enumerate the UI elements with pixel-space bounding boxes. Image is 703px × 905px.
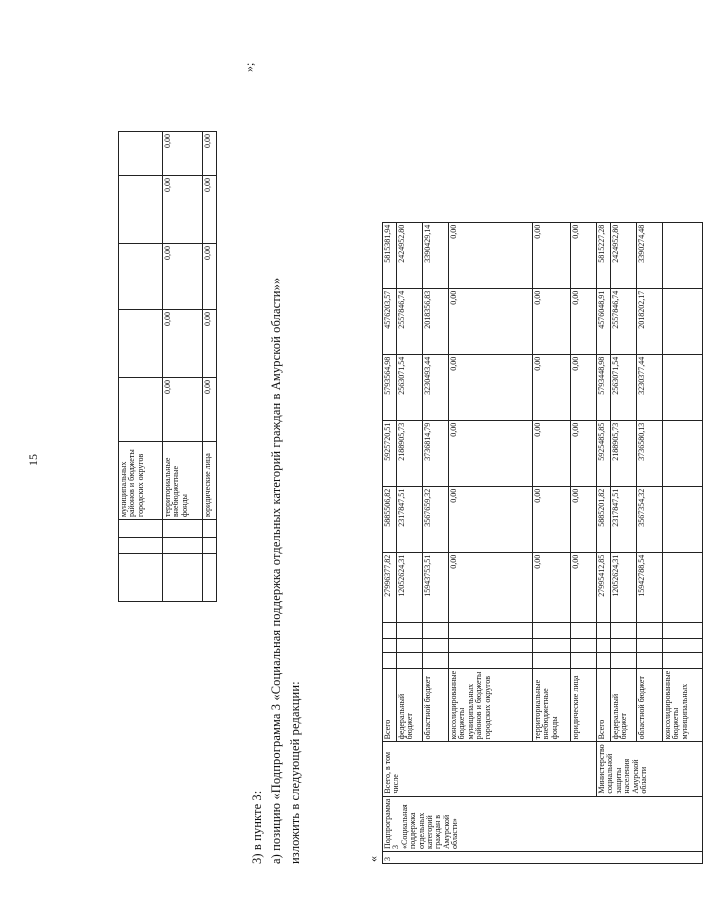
- paragraph-line-1: 3) в пункте 3:: [250, 790, 264, 864]
- quote-open: «: [366, 856, 380, 862]
- row-label: областной бюджет: [423, 668, 449, 742]
- table-row: территориальные внебюджетные фонды 0,00 0,00 0,00 0,00 0,00 0,00: [533, 222, 571, 863]
- paragraph-line-2: а) позицию «Подпрограмма 3 «Социальная поддержка отдельных категорий граждан в Амурской области»»: [269, 277, 283, 864]
- budget-table-main: [382, 222, 703, 864]
- row-label: муниципальных районов и бюджеты городских округов: [119, 442, 163, 520]
- table-row: территориальные внебюджетные фонды 0,00 0,00 0,00 0,00 0,00: [163, 132, 203, 602]
- row-label: Всего: [597, 668, 611, 742]
- table-row: областной бюджет 15942788,54 3567354,32 3736580,13 3230377,44 2018202,17 3390274,48: [637, 222, 663, 863]
- row-label: территориальные внебюджетные фонды: [163, 442, 203, 520]
- rotated-page: [20, 12, 689, 892]
- table-row: консолидированные бюджеты муниципальных районов и бюджеты городских округов 0,00 0,00 0,00 0,00 0,00 0,00: [449, 222, 533, 863]
- executor-all: Всего, в том числе: [383, 742, 597, 796]
- subprogram-name: Подпрограмма 3 «Социальная поддержка отдельных категорий граждан в Амурской области»: [383, 796, 703, 851]
- paragraph-line-3: изложить в следующей редакции:: [288, 681, 302, 864]
- empty-cell: [119, 554, 163, 602]
- row-label: областной бюджет: [637, 668, 663, 742]
- budget-table-top: [118, 131, 217, 602]
- table-row: юридические лица 0,00 0,00 0,00 0,00 0,00: [203, 132, 217, 602]
- row-label: консолидированные бюджеты муниципальных районов и бюджеты городских округов: [449, 668, 533, 742]
- row-label: юридические лица: [571, 668, 597, 742]
- row-label: федеральный бюджет: [397, 668, 423, 742]
- table-row: федеральный бюджет 12052624,31 2317847,51 2188905,73 2563071,54 2557846,74 2424952,80: [611, 222, 637, 863]
- row-label: территориальные внебюджетные фонды: [533, 668, 571, 742]
- row-label: консолидированные бюджеты муниципальных: [663, 668, 703, 742]
- table-row: юридические лица 0,00 0,00 0,00 0,00 0,00 0,00: [571, 222, 597, 863]
- table-row: областной бюджет 15943753,51 3567659,32 3736814,79 3230493,44 2018356,83 3390429,14: [423, 222, 449, 863]
- row-number: 3: [383, 852, 703, 864]
- executor-ministry: Министерство социальной защиты населения Амурской области: [597, 742, 703, 796]
- row-label: Всего: [383, 668, 397, 742]
- table-row: федеральный бюджет 12052624,31 2317847,51 2188905,73 2563071,54 2557846,74 2424952,80: [397, 222, 423, 863]
- table-row: 3 Подпрограмма 3 «Социальная поддержка отдельных категорий граждан в Амурской области» Всего, в том числе Всего 27996377,82 5885506,82 5925720,51 5793564,98 4576203,57 5815381,94: [383, 222, 397, 863]
- table-row: Министерство социальной защиты населения Амурской области Всего 27995412,85 5885201,82 5925485,85 5793448,98 4576048,91 5815227,28: [597, 222, 611, 863]
- quote-close: »;: [242, 62, 256, 72]
- table-row: [119, 132, 163, 602]
- page-number: 15: [26, 454, 40, 466]
- row-label: юридические лица: [203, 442, 217, 520]
- row-label: федеральный бюджет: [611, 668, 637, 742]
